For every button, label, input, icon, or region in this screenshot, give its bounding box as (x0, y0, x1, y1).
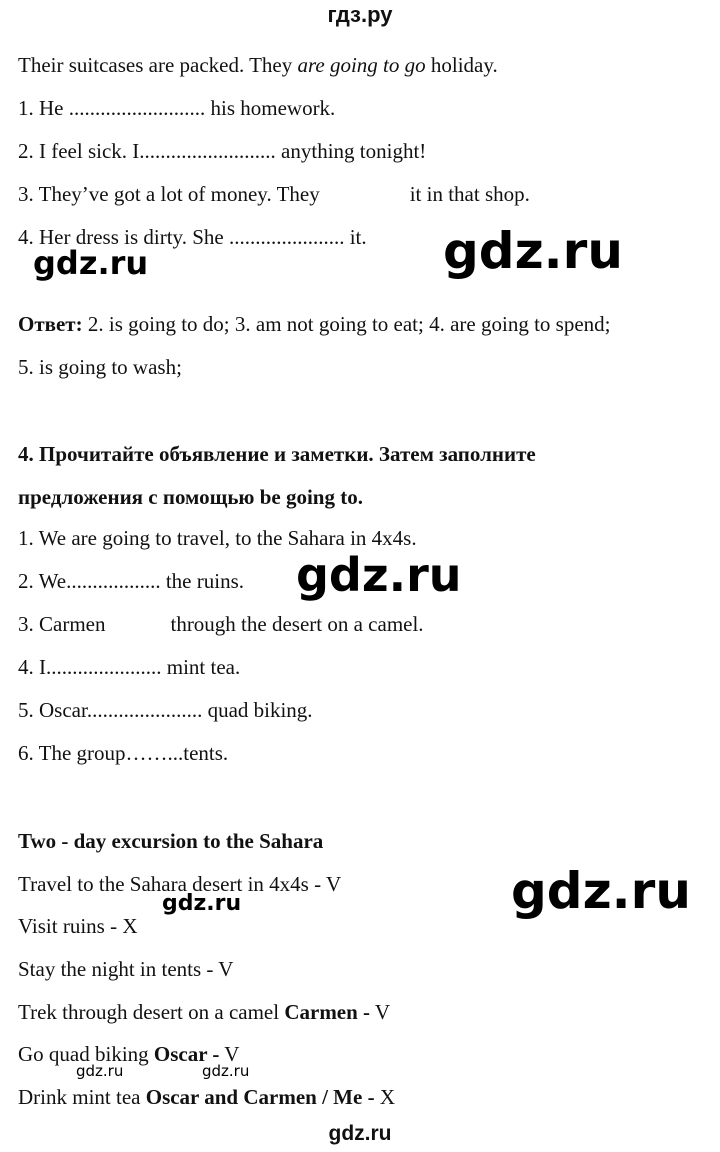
watermark-small: gdz.ru (33, 244, 149, 282)
watermark-large: gdz.ru (511, 862, 691, 920)
ex3-item-2: 2. I feel sick. I.......................... anything tonight! (18, 139, 427, 163)
ex3-answer-line-2: 5. is going to wash; (18, 355, 182, 379)
answer-text-1: 2. is going to do; 3. am not going to eat; 4. are going to spend; (82, 312, 611, 336)
watermark-small: gdz.ru (162, 891, 242, 916)
example-text-before: Their suitcases are packed. They (18, 53, 298, 77)
watermark-small: gdz.ru (202, 1062, 250, 1080)
ex3-answer-line-1 (18, 311, 611, 337)
ex3-item-3-start: 3. They’ve got a lot of money. They (18, 182, 320, 206)
ex4-heading-line-1: 4. Прочитайте объявление и заметки. Затем заполните (18, 442, 536, 466)
notes-row-4-mark: V (370, 1000, 391, 1024)
ex4-heading-line-2: предложения с помощью be going to. (18, 485, 363, 509)
watermark-large: gdz.ru (296, 548, 462, 602)
notes-row-4-name: Carmen - (284, 1000, 371, 1024)
notes-row-2: Visit ruins - X (18, 914, 138, 938)
ex4-item-1: 1. We are going to travel, to the Sahara in 4x4s. (18, 526, 417, 550)
example-italic-answer: are going to go (297, 53, 426, 77)
ex3-item-3-end: it in that shop. (409, 182, 530, 206)
ex4-item-6: 6. The group……...tents. (18, 741, 229, 765)
example-sentence (18, 52, 498, 78)
notes-row-6-mark: X (374, 1085, 395, 1109)
notes-row-6-name: Oscar and Carmen / Me - (145, 1085, 375, 1109)
ex4-item-3 (18, 611, 424, 637)
ex4-item-3-start: 3. Carmen (18, 612, 106, 636)
notes-row-4-text: Trek through desert on a camel (18, 1000, 285, 1024)
site-header: гдз.ру (327, 2, 393, 27)
notes-row-5-name: Oscar - (153, 1042, 220, 1066)
ex4-item-3-end: through the desert on a camel. (170, 612, 424, 636)
watermark-small: gdz.ru (76, 1062, 124, 1080)
notes-row-3: Stay the night in tents - V (18, 957, 234, 981)
notes-row-1: Travel to the Sahara desert in 4x4s - V (18, 872, 342, 896)
example-text-after: holiday. (425, 53, 498, 77)
notes-row-6 (18, 1084, 395, 1110)
notes-row-4 (18, 999, 390, 1025)
ex4-item-2: 2. We.................. the ruins. (18, 569, 244, 593)
ex4-item-5: 5. Oscar...................... quad biking. (18, 698, 313, 722)
notes-row-5-text: Go quad biking (18, 1042, 154, 1066)
answer-label: Ответ: (18, 312, 83, 336)
ex3-item-4: 4. Her dress is dirty. She ...................... it. (18, 225, 367, 249)
site-footer: gdz.ru (328, 1122, 392, 1145)
watermark-large: gdz.ru (443, 222, 623, 280)
ex4-item-4: 4. I...................... mint tea. (18, 655, 241, 679)
notes-row-5-mark: V (219, 1042, 240, 1066)
notes-row-6-text: Drink mint tea (18, 1085, 146, 1109)
notes-title: Two - day excursion to the Sahara (18, 829, 324, 853)
ex3-item-3 (18, 181, 530, 207)
ex3-item-1: 1. He .......................... his homework. (18, 96, 336, 120)
